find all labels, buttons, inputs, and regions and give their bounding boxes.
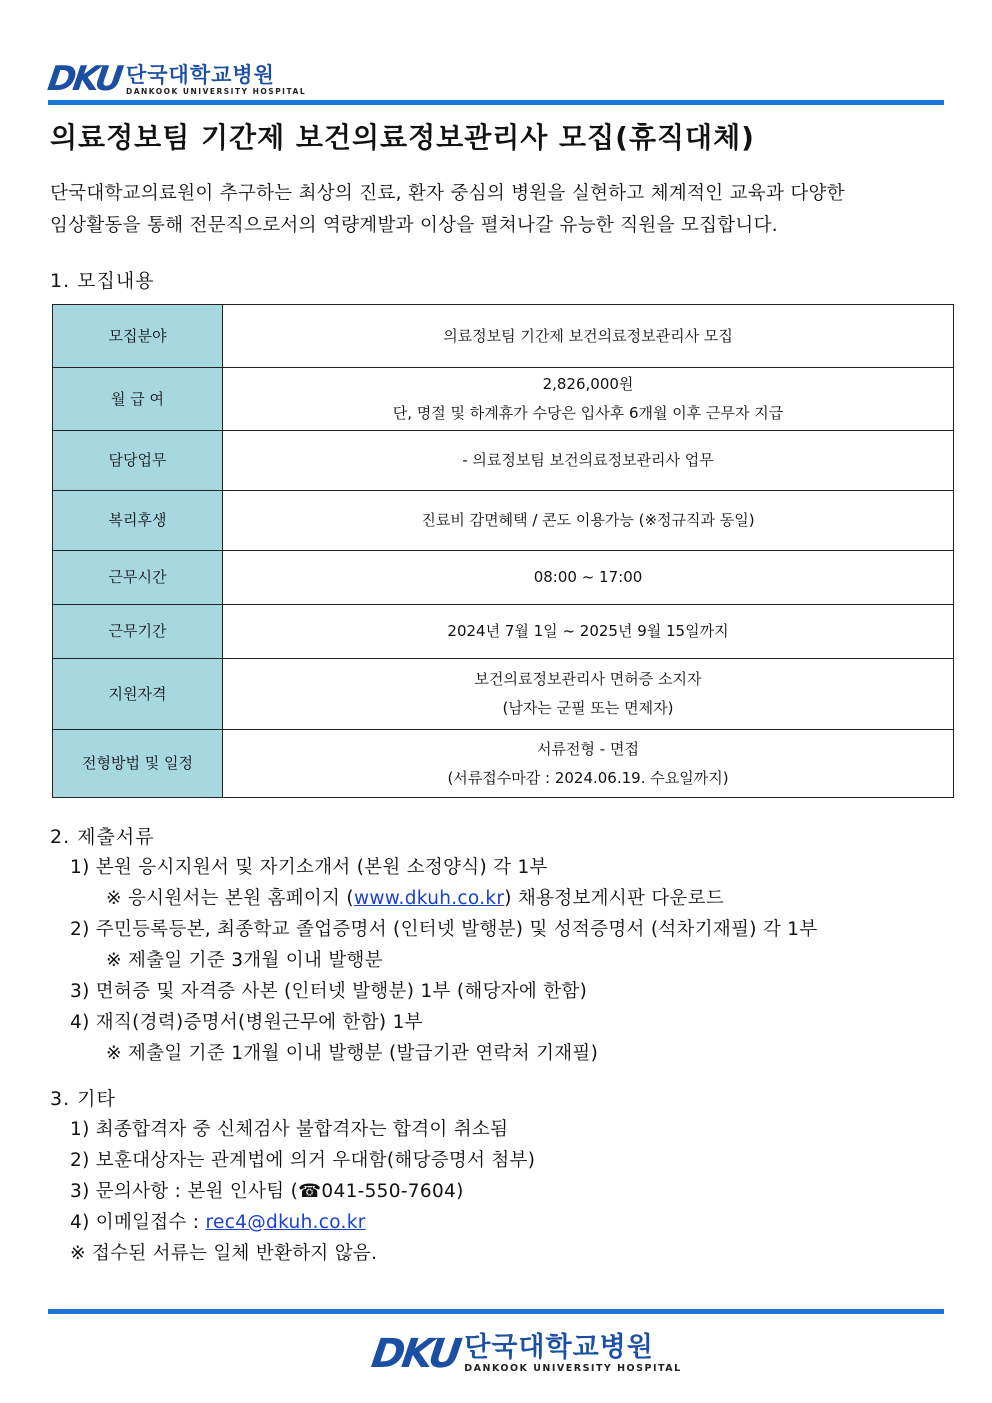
list-note: ※ 제출일 기준 1개월 이내 발행분 (발급기관 연락처 기재필) xyxy=(106,1043,599,1064)
list-item: 2) 보훈대상자는 관계법에 의거 우대함(해당증명서 첨부) xyxy=(70,1150,536,1171)
row-label: 담당업무 xyxy=(53,431,223,491)
table-row xyxy=(53,491,954,551)
row-label: 근무시간 xyxy=(53,551,223,605)
row-label: 모집분야 xyxy=(53,305,223,368)
list-note: ※ 제출일 기준 3개월 이내 발행분 xyxy=(106,950,383,971)
logo-korean-name: 단국대학교병원 xyxy=(125,63,275,87)
logo-english-name: DANKOOK UNIVERSITY HOSPITAL xyxy=(125,87,307,96)
table-row xyxy=(53,368,954,431)
row-value: 2,826,000원 단, 명절 및 하계휴가 수당은 입사후 6개월 이후 근무자 지급 xyxy=(223,368,954,431)
other-notes-list xyxy=(50,1114,535,1269)
intro-line: 단국대학교의료원이 추구하는 최상의 진료, 환자 중심의 병원을 실현하고 체계적인 교육과 다양한 xyxy=(50,183,845,204)
logo-english-name: DANKOOK UNIVERSITY HOSPITAL xyxy=(464,1363,682,1374)
row-value: 서류전형 - 면접 (서류접수마감 : 2024.06.19. 수요일까지) xyxy=(223,730,954,798)
list-item: 2) 주민등록등본, 최종학교 졸업증명서 (인터넷 발행분) 및 성적증명서 (석차기재필) 각 1부 xyxy=(70,919,818,940)
submission-documents-list xyxy=(50,852,818,1069)
logo-korean-name: 단국대학교병원 xyxy=(464,1332,654,1363)
intro-paragraph xyxy=(50,178,950,242)
list-item: 4) 재직(경력)증명서(병원근무에 한함) 1부 xyxy=(70,1012,423,1033)
row-label: 전형방법 및 일정 xyxy=(53,730,223,798)
homepage-link[interactable]: www.dkuh.co.kr xyxy=(353,888,505,909)
row-value: 08:00 ~ 17:00 xyxy=(223,551,954,605)
list-note: ※ 응시원서는 본원 홈페이지 (www.dkuh.co.kr) 채용정보게시판 다운로드 xyxy=(106,888,725,909)
logo-mark: DKU xyxy=(368,1331,462,1377)
table-row xyxy=(53,659,954,730)
table-row xyxy=(53,605,954,659)
list-item: 1) 본원 응시지원서 및 자기소개서 (본원 소정양식) 각 1부 xyxy=(70,857,548,878)
footer-divider xyxy=(48,1309,944,1314)
list-item: 3) 면허증 및 자격증 사본 (인터넷 발행분) 1부 (해당자에 한함) xyxy=(70,981,588,1002)
section3-heading: 3. 기타 xyxy=(50,1088,116,1110)
row-value: 의료정보팀 기간제 보건의료정보관리사 모집 xyxy=(223,305,954,368)
table-row xyxy=(53,305,954,368)
row-value: 2024년 7월 1일 ~ 2025년 9월 15일까지 xyxy=(223,605,954,659)
logo-mark: DKU xyxy=(45,59,123,99)
table-row xyxy=(53,551,954,605)
row-label: 월 급 여 xyxy=(53,368,223,431)
list-item: 1) 최종합격자 중 신체검사 불합격자는 합격이 취소됨 xyxy=(70,1119,509,1140)
row-value: - 의료정보팀 보건의료정보관리사 업무 xyxy=(223,431,954,491)
recruitment-info-table xyxy=(52,304,954,798)
list-note: ※ 접수된 서류는 일체 반환하지 않음. xyxy=(70,1243,378,1264)
section1-heading: 1. 모집내용 xyxy=(50,270,155,292)
row-label: 복리후생 xyxy=(53,491,223,551)
table-row xyxy=(53,431,954,491)
intro-line: 임상활동을 통해 전문직으로서의 역량계발과 이상을 펼쳐나갈 유능한 직원을 모집합니다. xyxy=(50,215,778,236)
list-item: 3) 문의사항 : 본원 인사팀 (☎041-550-7604) xyxy=(70,1181,464,1202)
row-value: 보건의료정보관리사 면허증 소지자 (남자는 군필 또는 면제자) xyxy=(223,659,954,730)
hospital-logo-bottom xyxy=(368,1331,682,1377)
header-divider xyxy=(48,100,944,105)
list-item: 4) 이메일접수 : rec4@dkuh.co.kr xyxy=(70,1212,366,1233)
page-title: 의료정보팀 기간제 보건의료정보관리사 모집(휴직대체) xyxy=(50,121,755,154)
row-value: 진료비 감면혜택 / 콘도 이용가능 (※정규직과 동일) xyxy=(223,491,954,551)
hospital-logo-top xyxy=(45,59,307,99)
email-link[interactable]: rec4@dkuh.co.kr xyxy=(205,1212,366,1233)
row-label: 지원자격 xyxy=(53,659,223,730)
row-label: 근무기간 xyxy=(53,605,223,659)
section2-heading: 2. 제출서류 xyxy=(50,826,155,848)
table-row xyxy=(53,730,954,798)
